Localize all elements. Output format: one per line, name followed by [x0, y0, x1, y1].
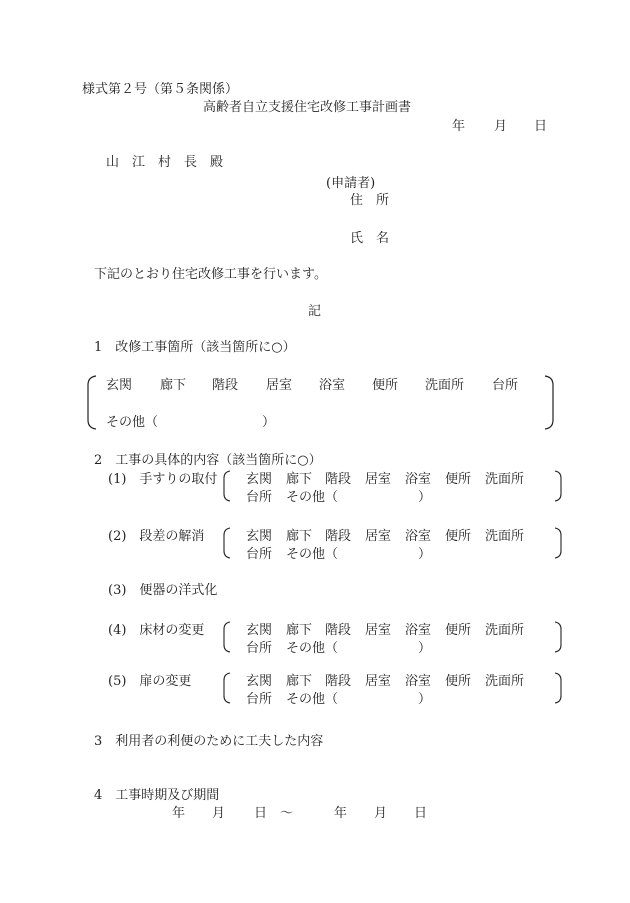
section2-option[interactable]: 台所 — [246, 490, 273, 505]
section2-heading: 2 工事の具体的内容（該当箇所に○） — [94, 453, 322, 468]
date-day: 日 — [534, 119, 548, 134]
period-part: 月 — [374, 806, 388, 821]
section2-option[interactable]: 洗面所 — [485, 472, 525, 487]
section2-option[interactable]: 廊下 — [286, 472, 313, 487]
section2-option[interactable]: 階段 — [325, 674, 352, 689]
form-number: 様式第２号（第５条関係） — [82, 82, 239, 97]
section2-other-close: ） — [418, 641, 432, 656]
period-part: 日 — [254, 806, 268, 821]
section2-option[interactable]: 浴室 — [405, 472, 432, 487]
section2-option[interactable]: 洗面所 — [485, 623, 525, 638]
section2-option[interactable]: 階段 — [325, 623, 352, 638]
option-rouka[interactable]: 廊下 — [160, 378, 187, 393]
period-part: 年 — [172, 806, 186, 821]
section2-option[interactable]: 玄関 — [246, 529, 273, 544]
section2-option[interactable]: 居室 — [365, 623, 392, 638]
option-kyoshitsu[interactable]: 居室 — [266, 378, 293, 393]
section2-option[interactable]: その他（ — [286, 641, 339, 656]
addressee: 山 江 村 長 殿 — [106, 155, 224, 170]
document-title: 高齢者自立支援住宅改修工事計画書 — [203, 100, 412, 115]
option-other-close: ） — [262, 415, 276, 430]
section2-option[interactable]: 階段 — [325, 472, 352, 487]
section2-option[interactable]: 台所 — [246, 692, 273, 707]
section2-option[interactable]: 玄関 — [246, 623, 273, 638]
section2-option[interactable]: 廊下 — [286, 674, 313, 689]
section2-option[interactable]: 便所 — [445, 674, 472, 689]
section2-item-label: (3) 便器の洋式化 — [108, 583, 218, 598]
section3-heading: 3 利用者の利便のために工夫した内容 — [94, 734, 324, 749]
ki-heading: 記 — [308, 304, 322, 319]
period-part: ～ — [280, 806, 294, 821]
section2-option[interactable]: 玄関 — [246, 674, 273, 689]
option-daidokoro[interactable]: 台所 — [492, 378, 519, 393]
section2-option[interactable]: 洗面所 — [485, 529, 525, 544]
option-yokushitsu[interactable]: 浴室 — [319, 378, 346, 393]
option-benjo[interactable]: 便所 — [372, 378, 399, 393]
period-part: 年 — [334, 806, 348, 821]
period-part: 月 — [212, 806, 226, 821]
section2-option[interactable]: その他（ — [286, 547, 339, 562]
section2-option[interactable]: 浴室 — [405, 529, 432, 544]
applicant-label: (申請者) — [326, 176, 376, 191]
section2-item-label: (1) 手すりの取付 — [108, 472, 218, 487]
period-part: 日 — [414, 806, 428, 821]
section2-option[interactable]: 便所 — [445, 529, 472, 544]
section2-option[interactable]: 居室 — [365, 529, 392, 544]
section2-option[interactable]: その他（ — [286, 490, 339, 505]
section2-option[interactable]: 居室 — [365, 674, 392, 689]
section2-item-label: (2) 段差の解消 — [108, 529, 205, 544]
applicant-address-label: 住 所 — [350, 193, 390, 208]
section2-brackets — [224, 471, 561, 703]
section2-option[interactable]: 便所 — [445, 623, 472, 638]
section2-item-label: (5) 扉の変更 — [108, 674, 192, 689]
section2-option[interactable]: 浴室 — [405, 623, 432, 638]
applicant-name-label: 氏 名 — [350, 231, 390, 246]
date-year: 年 — [452, 119, 466, 134]
section2-option[interactable]: 浴室 — [405, 674, 432, 689]
intro-text: 下記のとおり住宅改修工事を行います。 — [94, 267, 327, 282]
option-genkan[interactable]: 玄関 — [106, 378, 133, 393]
section2-option[interactable]: 玄関 — [246, 472, 273, 487]
option-other[interactable]: その他（ — [106, 415, 159, 430]
section2-other-close: ） — [418, 692, 432, 707]
section2-option[interactable]: 台所 — [246, 641, 273, 656]
section2-option[interactable]: 洗面所 — [485, 674, 525, 689]
section2-option[interactable]: 居室 — [365, 472, 392, 487]
section1-heading: 1 改修工事箇所（該当箇所に○） — [94, 340, 296, 355]
section2-option[interactable]: 便所 — [445, 472, 472, 487]
section4-heading: 4 工事時期及び期間 — [94, 788, 220, 803]
section2-option[interactable]: 廊下 — [286, 529, 313, 544]
option-senmenjo[interactable]: 洗面所 — [425, 378, 465, 393]
section2-option[interactable]: 台所 — [246, 547, 273, 562]
date-month: 月 — [494, 119, 508, 134]
section2-option[interactable]: 廊下 — [286, 623, 313, 638]
section2-option[interactable]: 階段 — [325, 529, 352, 544]
section2-other-close: ） — [418, 490, 432, 505]
option-kaidan[interactable]: 階段 — [212, 378, 239, 393]
section2-item-label: (4) 床材の変更 — [108, 623, 205, 638]
section2-other-close: ） — [418, 547, 432, 562]
section2-option[interactable]: その他（ — [286, 692, 339, 707]
